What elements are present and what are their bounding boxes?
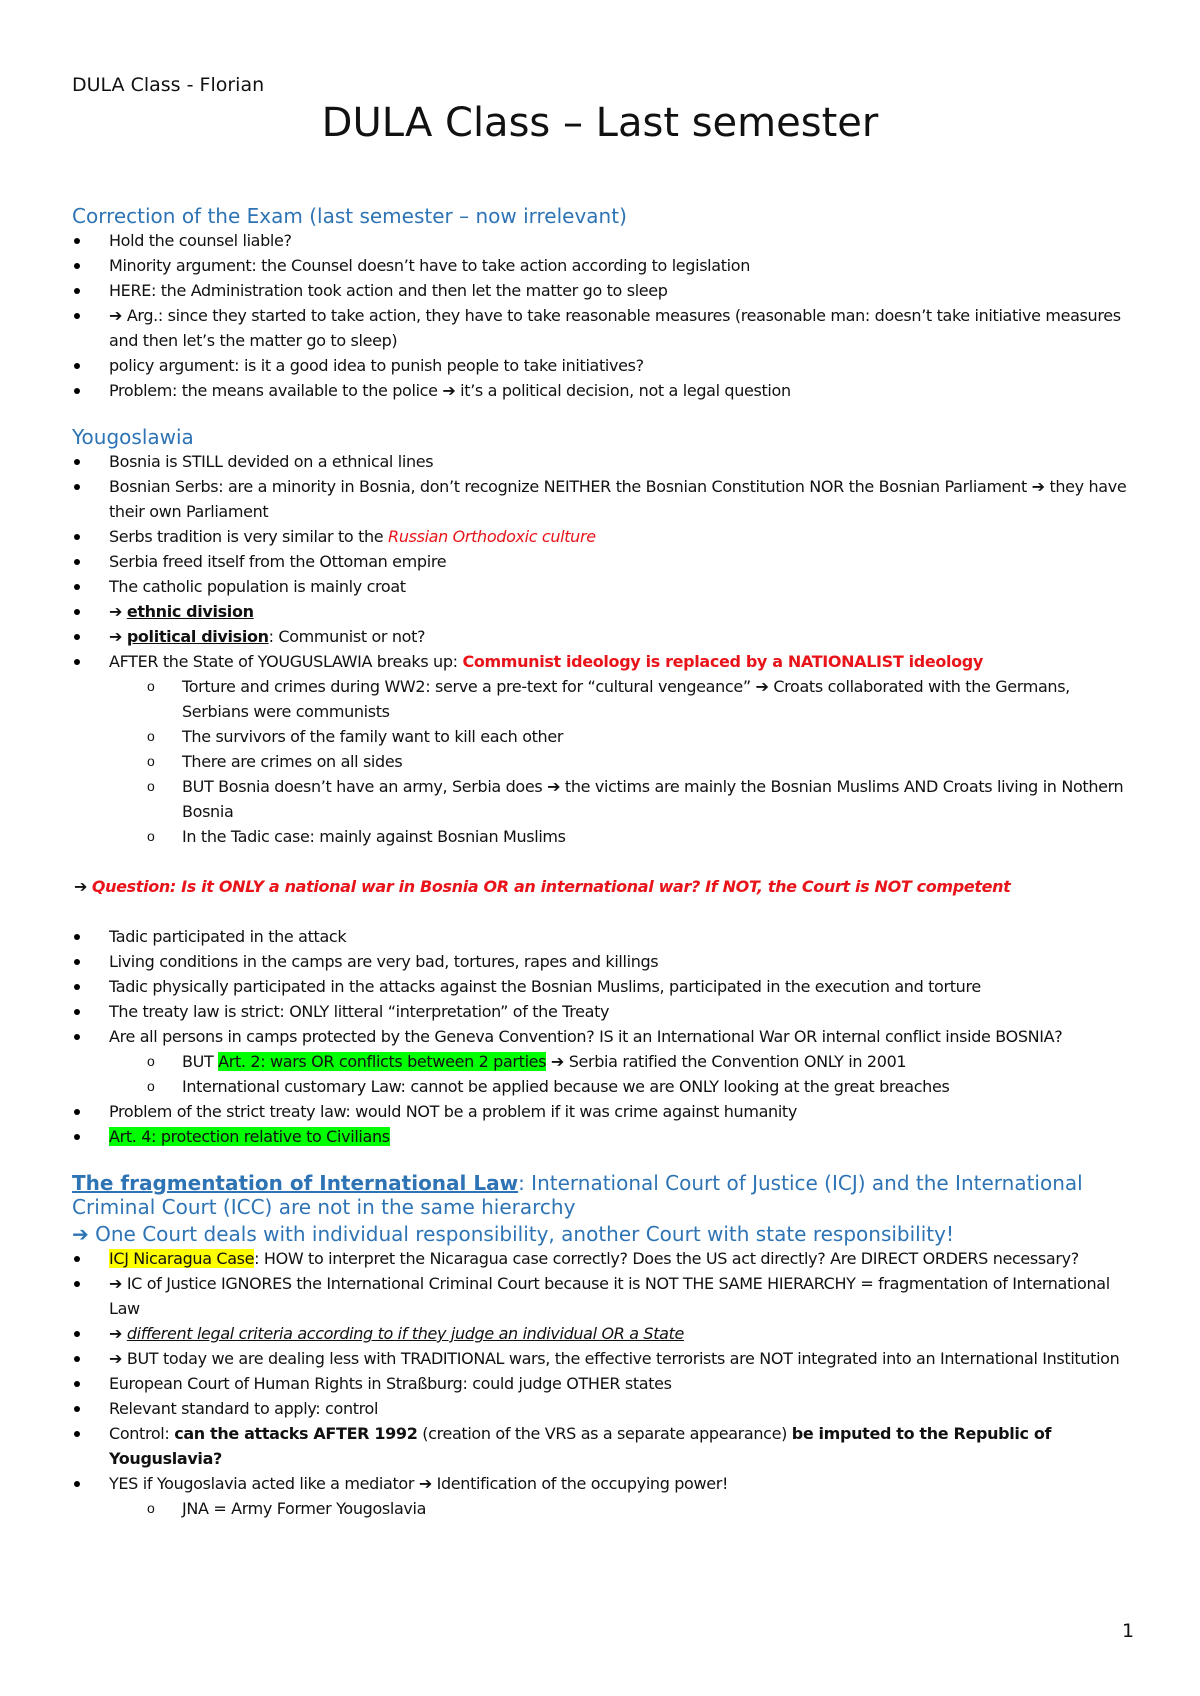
arrow-icon: ➔ bbox=[755, 677, 769, 696]
sub-list-item: o Torture and crimes during WW2: serve a pre-text for “cultural vengeance” ➔ Croats collaborated with the Germans, Serbians were communists bbox=[72, 674, 1132, 724]
sub-list-item: o International customary Law: cannot be applied because we are ONLY looking at the great breaches bbox=[72, 1074, 1132, 1099]
list-item: The catholic population is mainly croat bbox=[72, 574, 1132, 599]
list-item: Problem: the means available to the police ➔ it’s a political decision, not a legal question bbox=[72, 378, 1132, 403]
sub-list-item: o JNA = Army Former Yougoslavia bbox=[72, 1496, 1132, 1521]
green-highlight: Art. 4: protection relative to Civilians bbox=[109, 1127, 390, 1146]
list-item: Bosnia is STILL devided on a ethnical lines bbox=[72, 449, 1132, 474]
exam-list bbox=[72, 228, 1132, 403]
arrow-icon: ➔ bbox=[109, 1349, 123, 1368]
list-item bbox=[72, 1124, 1132, 1149]
list-item: Serbia freed itself from the Ottoman empire bbox=[72, 549, 1132, 574]
list-item: ➔ Arg.: since they started to take action, they have to take reasonable measures (reasonable man: doesn’t take initiative measures and then let’s the matter go to sleep) bbox=[72, 303, 1132, 353]
list-item: YES if Yougoslavia acted like a mediator ➔ Identification of the occupying power! o JNA = Army Former Yougoslavia bbox=[72, 1471, 1132, 1521]
list-item: ➔ ethnic division bbox=[72, 599, 1132, 624]
list-item: HERE: the Administration took action and then let the matter go to sleep bbox=[72, 278, 1132, 303]
arrow-icon: ➔ bbox=[109, 1324, 123, 1343]
list-item: ➔ BUT today we are dealing less with TRADITIONAL wars, the effective terrorists are NOT integrated into an International Institution bbox=[72, 1346, 1132, 1371]
arrow-icon: ➔ bbox=[74, 877, 88, 896]
sub-list-item: o There are crimes on all sides bbox=[72, 749, 1132, 774]
arrow-icon: ➔ bbox=[550, 1052, 564, 1071]
arrow-icon: ➔ bbox=[109, 1274, 123, 1293]
list-item: Tadic participated in the attack bbox=[72, 924, 1132, 949]
arrow-icon: ➔ bbox=[72, 1222, 89, 1246]
sub-list bbox=[72, 674, 1132, 849]
arrow-icon: ➔ bbox=[547, 777, 561, 796]
page-number: 1 bbox=[1122, 1620, 1135, 1642]
list-item: ➔ political division: Communist or not? bbox=[72, 624, 1132, 649]
list-item: Minority argument: the Counsel doesn’t have to take action according to legislation bbox=[72, 253, 1132, 278]
list-item: ➔ different legal criteria according to if they judge an individual OR a State bbox=[72, 1321, 1132, 1346]
arrow-icon: ➔ bbox=[442, 381, 456, 400]
green-highlight: Art. 2: wars OR conflicts between 2 parties bbox=[218, 1052, 547, 1071]
yougoslawia-heading: Yougoslawia bbox=[72, 425, 194, 449]
page-header: DULA Class - Florian bbox=[72, 74, 265, 96]
exam-heading: Correction of the Exam (last semester – now irrelevant) bbox=[72, 204, 627, 228]
list-item: Relevant standard to apply: control bbox=[72, 1396, 1132, 1421]
list-item: Hold the counsel liable? bbox=[72, 228, 1132, 253]
sub-list bbox=[72, 1049, 1132, 1099]
list-item: Serbs tradition is very similar to the Russian Orthodoxic culture bbox=[72, 524, 1132, 549]
list-item: ➔ IC of Justice IGNORES the International Criminal Court because it is NOT THE SAME HIERARCHY = fragmentation of International Law bbox=[72, 1271, 1132, 1321]
list-item: Living conditions in the camps are very bad, tortures, rapes and killings bbox=[72, 949, 1132, 974]
list-item: European Court of Human Rights in Straßburg: could judge OTHER states bbox=[72, 1371, 1132, 1396]
arrow-icon: ➔ bbox=[109, 306, 123, 325]
list-item: Are all persons in camps protected by the Geneva Convention? IS it an International War OR internal conflict inside BOSNIA? o BUT Art. 2: wars OR conflicts between 2 parties ➔ Serbia ratified the Convention ONLY in 2001 o International customary Law: cannot be applied because we are ONLY looking at the great breaches bbox=[72, 1024, 1132, 1099]
sub-list-item: o In the Tadic case: mainly against Bosnian Muslims bbox=[72, 824, 1132, 849]
red-italic-text: Russian Orthodoxic culture bbox=[388, 527, 596, 546]
document-body bbox=[72, 204, 1132, 1521]
list-item: Bosnian Serbs: are a minority in Bosnia, don’t recognize NEITHER the Bosnian Constitution NOR the Bosnian Parliament ➔ they have their own Parliament bbox=[72, 474, 1132, 524]
fragmentation-heading: The fragmentation of International Law: International Court of Justice (ICJ) and the International Criminal Court (ICC) are not in the same hierarchy bbox=[72, 1171, 1083, 1219]
arrow-icon: ➔ bbox=[418, 1474, 432, 1493]
list-item: ICJ Nicaragua Case: HOW to interpret the Nicaragua case correctly? Does the US act directly? Are DIRECT ORDERS necessary? bbox=[72, 1246, 1132, 1271]
sub-list-item: o BUT Art. 2: wars OR conflicts between 2 parties ➔ Serbia ratified the Convention ONLY in 2001 bbox=[72, 1049, 1132, 1074]
list-item: Control: can the attacks AFTER 1992 (creation of the VRS as a separate appearance) be imputed to the Republic of Youguslavia? bbox=[72, 1421, 1132, 1471]
tadic-list bbox=[72, 924, 1132, 1149]
page-title: DULA Class – Last semester bbox=[321, 100, 879, 146]
list-item: Problem of the strict treaty law: would NOT be a problem if it was crime against humanity bbox=[72, 1099, 1132, 1124]
fragmentation-subheading: ➔ One Court deals with individual responsibility, another Court with state responsibility! bbox=[72, 1222, 954, 1246]
arrow-icon: ➔ bbox=[109, 602, 123, 621]
sub-list bbox=[72, 1496, 1132, 1521]
question-line: ➔ Question: Is it ONLY a national war in Bosnia OR an international war? If NOT, the Court is NOT competent bbox=[74, 877, 1011, 896]
sub-list-item: o BUT Bosnia doesn’t have an army, Serbia does ➔ the victims are mainly the Bosnian Muslims AND Croats living in Nothern Bosnia bbox=[72, 774, 1132, 824]
arrow-icon: ➔ bbox=[109, 627, 123, 646]
sub-list-item: o The survivors of the family want to kill each other bbox=[72, 724, 1132, 749]
yougoslawia-list bbox=[72, 449, 1132, 849]
yellow-highlight: ICJ Nicaragua Case bbox=[109, 1249, 255, 1268]
list-item: The treaty law is strict: ONLY litteral “interpretation” of the Treaty bbox=[72, 999, 1132, 1024]
list-item: AFTER the State of YOUGUSLAWIA breaks up: Communist ideology is replaced by a NATIONALIST ideology o Torture and crimes during WW2: serve a pre-text for “cultural vengeance” ➔ Croats collaborated with the Germans, Serbians were communists o The survivors of the family want to kill each other o There are crimes on all sides o BUT Bosnia doesn’t have an army, Serbia does ➔ the victims are mainly the Bosnian Muslims AND Croats living in Nothern Bosnia o In the Tadic case: mainly against Bosnian Muslims bbox=[72, 649, 1132, 849]
fragmentation-list bbox=[72, 1246, 1132, 1521]
list-item: Tadic physically participated in the attacks against the Bosnian Muslims, participated in the execution and torture bbox=[72, 974, 1132, 999]
list-item: policy argument: is it a good idea to punish people to take initiatives? bbox=[72, 353, 1132, 378]
arrow-icon: ➔ bbox=[1031, 477, 1045, 496]
